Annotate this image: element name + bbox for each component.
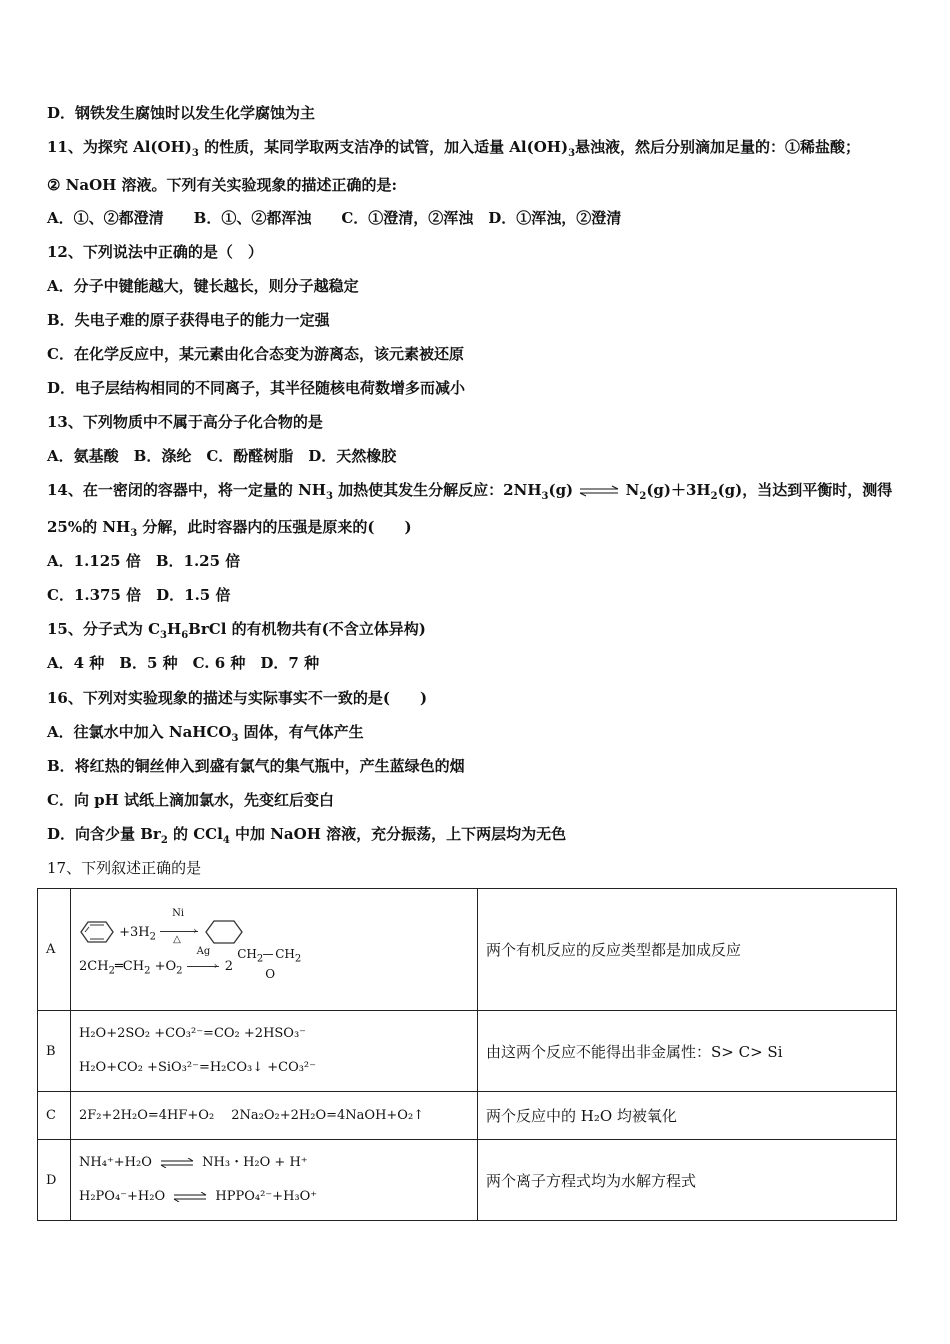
equilibrium-arrow-icon bbox=[169, 1192, 211, 1202]
statement-a: 两个有机反应的反应类型都是加成反应 bbox=[478, 889, 897, 1011]
row-label: C bbox=[38, 1092, 71, 1140]
equation-1: NH₄⁺+H₂O NH₃・H₂O + H⁺ bbox=[79, 1155, 308, 1170]
ethylene-oxidation: $2CH_2═CH_2 +O_2$ Ag › 2 $CH_2$ $CH_2$ O bbox=[79, 950, 469, 984]
q12-stem: 12、下列说法中正确的是（ ） bbox=[47, 243, 263, 261]
q11-options: A．①、②都澄清 B．①、②都浑浊 C．①澄清，②浑浊 D．①浑浊，②澄清 bbox=[47, 209, 622, 227]
epoxide-structure: $CH_2$ $CH_2$ O bbox=[237, 947, 302, 981]
q15-stem: 15、分子式为 $C_3H_6BrCl$ 的有机物共有(不含立体异构) bbox=[47, 620, 426, 641]
row-label: D bbox=[38, 1140, 71, 1221]
reaction-cell-d bbox=[71, 1140, 478, 1221]
reaction-cell-b bbox=[71, 1011, 478, 1092]
q15-options: A．4 种 B．5 种 C. 6 种 D．7 种 bbox=[47, 654, 320, 672]
benzene-hydrogenation: $+3H_2$ Ni › △ bbox=[79, 916, 469, 950]
q17-stem: 17、下列叙述正确的是 bbox=[47, 859, 202, 877]
q16-option-a: A．往氯水中加入 NaHCO$_3$ 固体，有气体产生 bbox=[47, 723, 364, 744]
table-row bbox=[38, 1092, 897, 1140]
row-label: A bbox=[38, 889, 71, 1011]
statement-d: 两个离子方程式均为水解方程式 bbox=[478, 1140, 897, 1221]
q13-options: A．氨基酸 B．涤纶 C．酚醛树脂 D．天然橡胶 bbox=[47, 447, 397, 465]
equation-2: H₂PO₄⁻+H₂O HPPO₄²⁻+H₃O⁺ bbox=[79, 1189, 318, 1204]
q12-option-d: D．电子层结构相同的不同离子，其半径随核电荷数增多而减小 bbox=[47, 379, 466, 397]
q11-stem: 11、为探究 $Al(OH)_3$ 的性质，某同学取两支洁净的试管，加入适量 $Al(OH)_3$悬浊液，然后分别滴加足量的：①稀盐酸； bbox=[47, 138, 861, 159]
q16-option-c: C．向 pH 试纸上滴加氯水，先变红后变白 bbox=[47, 791, 335, 809]
q11-stem-2: ② NaOH 溶液。下列有关实验现象的描述正确的是: bbox=[47, 176, 398, 194]
table-row bbox=[38, 1140, 897, 1221]
equation-2: H₂O+CO₂ +SiO₃²⁻=H₂CO₃↓ +CO₃²⁻ bbox=[79, 1060, 317, 1075]
equilibrium-arrow-icon bbox=[156, 1158, 198, 1168]
q10-option-d: D．钢铁发生腐蚀时以发生化学腐蚀为主 bbox=[47, 104, 316, 122]
q17-options-table bbox=[37, 888, 897, 1221]
cyclohexane-ring-icon bbox=[204, 919, 244, 945]
q14-stem-2: 25%的 $NH_3$ 分解，此时容器内的压强是原来的( ) bbox=[47, 518, 412, 539]
q16-option-b: B．将红热的铜丝伸入到盛有氯气的集气瓶中，产生蓝绿色的烟 bbox=[47, 757, 465, 775]
q12-option-a: A．分子中键能越大，键长越长，则分子越稳定 bbox=[47, 277, 359, 295]
q14-stem: 14、在一密闭的容器中，将一定量的 $NH_3$ 加热使其发生分解反应：$2NH_3(g)$ $N_2(g)+3H_2(g)$，当达到平衡时，测得 bbox=[47, 481, 893, 502]
q16-stem: 16、下列对实验现象的描述与实际事实不一致的是( ) bbox=[47, 689, 428, 707]
reaction-cell-a bbox=[71, 889, 478, 1011]
equilibrium-arrow-icon bbox=[578, 485, 620, 497]
statement-c: 两个反应中的 H₂O 均被氧化 bbox=[478, 1092, 897, 1140]
q12-option-c: C．在化学反应中，某元素由化合态变为游离态，该元素被还原 bbox=[47, 345, 464, 363]
q12-option-b: B．失电子难的原子获得电子的能力一定强 bbox=[47, 311, 330, 329]
q14-options-ab: A．1.125 倍 B．1.25 倍 bbox=[47, 552, 241, 570]
q14-options-cd: C．1.375 倍 D．1.5 倍 bbox=[47, 586, 231, 604]
row-label: B bbox=[38, 1011, 71, 1092]
table-row bbox=[38, 1011, 897, 1092]
q16-option-d: D．向含少量 $Br_2$ 的 CCl$_4$ 中加 NaOH 溶液，充分振荡，上下两层均为无色 bbox=[47, 825, 567, 846]
table-row bbox=[38, 889, 897, 1011]
equation-1: H₂O+2SO₂ +CO₃²⁻=CO₂ +2HSO₃⁻ bbox=[79, 1026, 307, 1041]
benzene-ring-icon bbox=[79, 920, 115, 944]
equation-1: 2F₂+2H₂O=4HF+O₂ 2Na₂O₂+2H₂O=4NaOH+O₂↑ bbox=[79, 1107, 425, 1123]
statement-b: 由这两个反应不能得出非金属性：S> C> Si bbox=[478, 1011, 897, 1092]
reaction-cell-c bbox=[71, 1092, 478, 1140]
q13-stem: 13、下列物质中不属于高分子化合物的是 bbox=[47, 413, 323, 431]
